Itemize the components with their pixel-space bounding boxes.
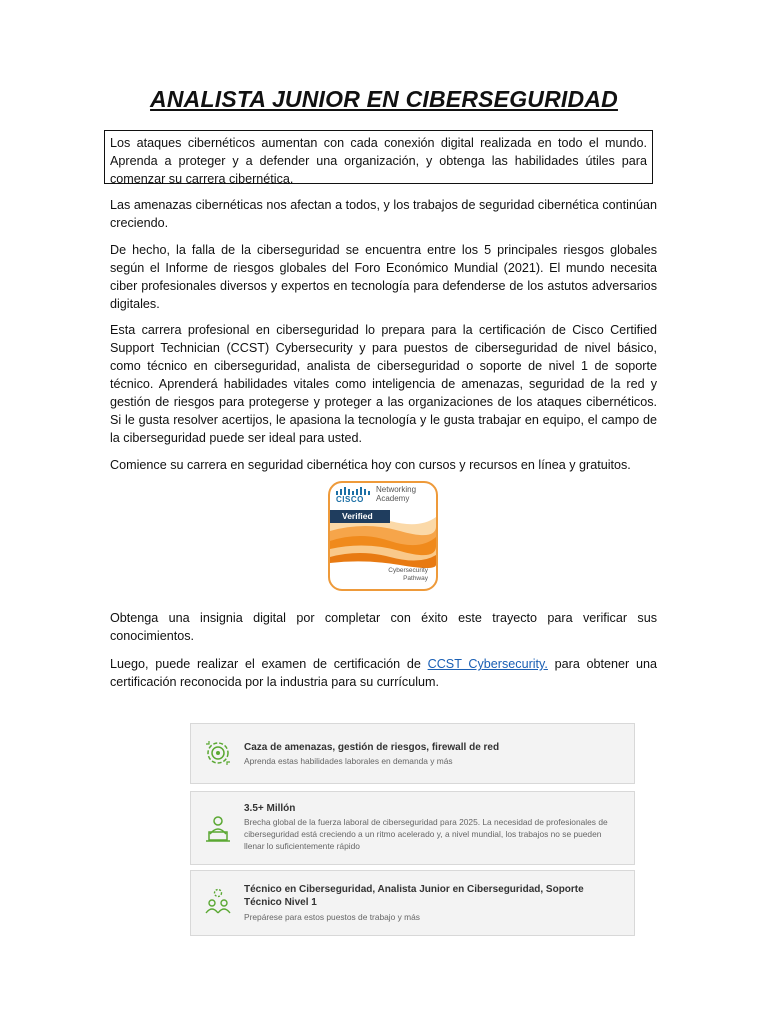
ccst-cybersecurity-link[interactable]: CCST Cybersecurity. (427, 657, 548, 671)
info-card-roles (190, 870, 635, 936)
badge-academy: Networking Academy (376, 485, 417, 503)
gear-settings-icon (203, 738, 233, 768)
paragraph-certification (110, 655, 657, 691)
person-laptop-icon (203, 814, 233, 844)
info-card-skills (190, 723, 635, 784)
paragraph-start: Comience su carrera en seguridad cibernética hoy con cursos y recursos en línea y gratuitos. (110, 458, 631, 472)
card-title: Técnico en Ciberseguridad, Analista Junior en Ciberseguridad, Soporte Técnico Nivel 1 (244, 884, 584, 908)
paragraph-career: Esta carrera profesional en ciberseguridad lo prepara para la certificación de Cisco Certified Support Technician (CCST) Cybersecurity y para puestos de ciberseguridad de nivel básico, como técnico en ciberseguridad, analista de ciberseguridad o soporte de nivel 1 de soporte técnico. Aprenderá habilidades vitales como inteligencia de amenazas, seguridad de la red y gestión de riesgos para protegerse y proteger a las organizaciones de los ataques cibernéticos. Si le gusta resolver acertijos, le apasiona la tecnología y le gusta trabajar en equipo, el campo de la ciberseguridad puede ser ideal para usted. (110, 323, 657, 445)
paragraph-risks: De hecho, la falla de la ciberseguridad se encuentra entre los 5 principales riesgos globales según el Informe de riesgos globales del Foro Económico Mundial (2021). El mundo necesita ciber profesionales diversos y expertos en tecnología para defenderse de los astutos adversarios digitales. (110, 243, 657, 311)
badge-verified-label: Verified (330, 510, 390, 523)
card-subtitle: Prepárese para estos puestos de trabajo y más (244, 912, 420, 922)
page-title: ANALISTA JUNIOR EN CIBERSEGURIDAD (150, 86, 618, 112)
cert-text-before: Luego, puede realizar el examen de certificación de (110, 657, 428, 671)
badge-pathway: Cybersecurity Pathway (388, 567, 428, 582)
info-card-workforce (190, 791, 635, 865)
cisco-verified-badge (328, 481, 438, 591)
card-title: Caza de amenazas, gestión de riesgos, firewall de red (244, 742, 500, 753)
paragraph-badge: Obtenga una insignia digital por completar con éxito este trayecto para verificar sus conocimientos. (110, 611, 657, 643)
badge-brand: CISCO (336, 495, 364, 504)
cert-text-after: para obtener una certificación reconocida por la industria para su currículum. (110, 657, 657, 689)
people-network-icon (203, 887, 233, 917)
card-subtitle: Aprenda estas habilidades laborales en demanda y más (244, 756, 453, 766)
card-subtitle: Brecha global de la fuerza laboral de ciberseguridad para 2025. La necesidad de profesionales de ciberseguridad está creciendo a un ritmo acelerado y, a nivel mundial, los trabajos no se pueden llenar lo suficientemente rápido (244, 817, 608, 851)
intro-box: Los ataques cibernéticos aumentan con cada conexión digital realizada en todo el mundo. Aprenda a proteger y a defender una organización, y obtenga las habilidades útiles para comenzar su carrera cibernética. (104, 130, 653, 184)
paragraph-threats: Las amenazas cibernéticas nos afectan a todos, y los trabajos de seguridad cibernética continúan creciendo. (110, 198, 657, 230)
card-title: 3.5+ Millón (244, 803, 296, 814)
